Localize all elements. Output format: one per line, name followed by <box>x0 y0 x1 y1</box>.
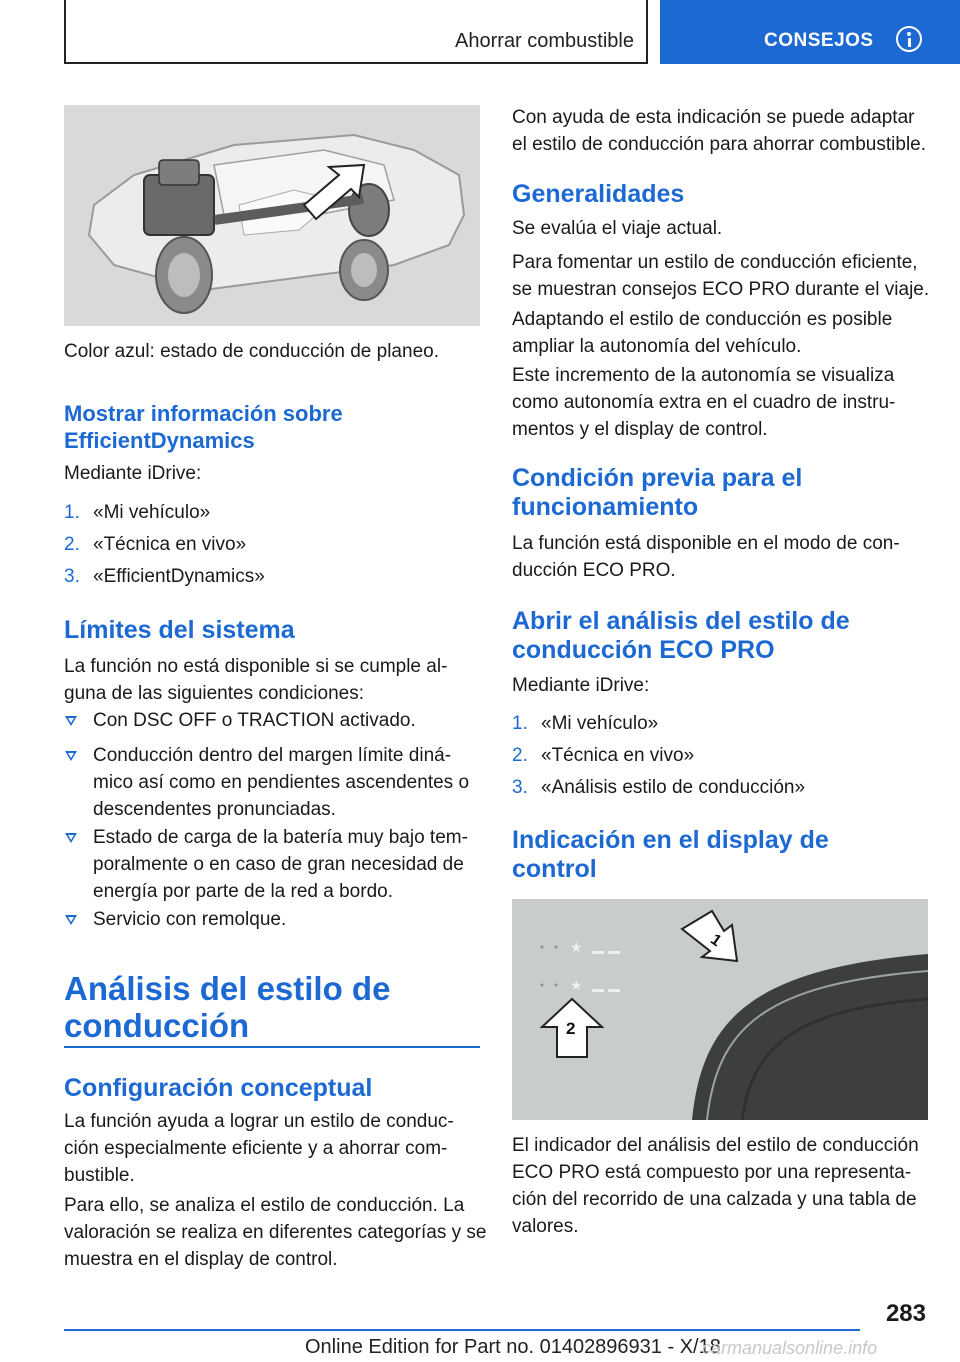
heading-line: Abrir el análisis del estilo de <box>512 607 850 635</box>
svg-text:★: ★ <box>570 940 583 956</box>
text-line: mentos y el display de control. <box>512 419 768 440</box>
image-caption: Color azul: estado de conducción de planeo. <box>64 341 439 362</box>
bullet-triangle-icon <box>65 716 77 726</box>
text-line: ampliar la autonomía del vehículo. <box>512 336 802 357</box>
gen-paragraph-3 <box>512 306 892 360</box>
bullet-text <box>93 824 468 905</box>
text-line: valoración se realiza en diferentes categorías y se <box>64 1222 487 1243</box>
step-text: «Análisis estilo de conducción» <box>541 777 806 798</box>
heading-analisis-estilo-conduccion <box>64 970 390 1044</box>
text-line: Con ayuda de esta indicación se puede adaptar <box>512 107 915 128</box>
heading-condicion-previa <box>512 464 802 522</box>
heading-mostrar-efficientdynamics <box>64 400 343 454</box>
step-text: «Técnica en vivo» <box>541 745 695 766</box>
bullet-text <box>93 742 469 823</box>
header-tab-label: CONSEJOS <box>764 30 874 51</box>
bullet-triangle-icon <box>65 751 77 761</box>
section-divider <box>64 1046 480 1048</box>
text-line: Se evalúa el viaje actual. <box>512 218 723 239</box>
heading-configuracion-conceptual: Configuración conceptual <box>64 1074 373 1102</box>
eco-pro-display-illustration <box>512 899 928 1120</box>
bullet-triangle-icon <box>65 915 77 925</box>
text-line: Conducción dentro del margen límite diná- <box>93 745 452 766</box>
footer-edition: Online Edition for Part no. 01402896931 - X/18 <box>305 1336 721 1358</box>
condicion-paragraph <box>512 530 900 584</box>
text-line: Este incremento de la autonomía se visualiza <box>512 365 895 386</box>
svg-text:★: ★ <box>570 978 583 994</box>
header-title-box <box>64 0 648 64</box>
step-text: «EfficientDynamics» <box>93 566 265 587</box>
text-line: guna de las siguientes condiciones: <box>64 683 364 704</box>
text-line: Servicio con remolque. <box>93 909 287 930</box>
indicador-paragraph <box>512 1132 919 1240</box>
heading-line: Indicación en el display de <box>512 826 829 854</box>
figure-label-2: 2 <box>566 1019 576 1038</box>
heading-generalidades: Generalidades <box>512 180 685 208</box>
heading-line: funcionamiento <box>512 493 699 521</box>
step-text: «Técnica en vivo» <box>93 534 247 555</box>
text-line: bustible. <box>64 1165 135 1186</box>
step-number: 3. <box>512 777 528 798</box>
info-icon <box>896 26 922 52</box>
text-line: La función ayuda a lograr un estilo de conduc- <box>64 1111 454 1132</box>
heading-indicacion-display <box>512 826 829 884</box>
bullet-triangle-icon <box>65 833 77 843</box>
heading-line: EfficientDynamics <box>64 428 255 453</box>
gen-paragraph-1 <box>512 215 722 242</box>
heading-line: Análisis del estilo de <box>64 970 391 1007</box>
text-line: El indicador del análisis del estilo de conducción <box>512 1135 919 1156</box>
car-drivetrain-image <box>64 105 480 326</box>
text-line: se muestran consejos ECO PRO durante el viaje. <box>512 279 930 300</box>
text-line: ción del recorrido de una calzada y una tabla de <box>512 1189 917 1210</box>
step-number: 2. <box>64 534 80 555</box>
heading-line: Condición previa para el <box>512 464 803 492</box>
heading-limites-del-sistema: Límites del sistema <box>64 616 295 644</box>
text-line: muestra en el display de control. <box>64 1249 338 1270</box>
header-title: Ahorrar combustible <box>455 30 634 52</box>
text-line: Adaptando el estilo de conducción es posible <box>512 309 893 330</box>
mediante-idrive-label: Mediante iDrive: <box>512 675 650 696</box>
text-line: el estilo de conducción para ahorrar combustible. <box>512 134 927 155</box>
limites-intro <box>64 653 447 707</box>
bullet-text <box>93 906 286 933</box>
text-line: descendentes pronunciadas. <box>93 799 336 820</box>
bullet-text <box>93 707 416 734</box>
config-paragraph-1 <box>64 1108 454 1189</box>
text-line: ducción ECO PRO. <box>512 560 676 581</box>
text-line: valores. <box>512 1216 579 1237</box>
step-number: 3. <box>64 566 80 587</box>
footer-divider <box>64 1329 860 1331</box>
heading-abrir-analisis <box>512 607 850 665</box>
text-line: energía por parte de la red a bordo. <box>93 881 393 902</box>
heading-line: conducción <box>64 1007 250 1044</box>
text-line: Con DSC OFF o TRACTION activado. <box>93 710 416 731</box>
text-line: Para fomentar un estilo de conducción eficiente, <box>512 252 918 273</box>
text-line: mico así como en pendientes ascendentes o <box>93 772 470 793</box>
step-text: «Mi vehículo» <box>541 713 659 734</box>
config-paragraph-2 <box>64 1192 486 1273</box>
text-line: como autonomía extra en el cuadro de instru- <box>512 392 896 413</box>
footer-watermark-logo: carmanualsonline.info <box>702 1338 878 1358</box>
text-line: Estado de carga de la batería muy bajo tem- <box>93 827 468 848</box>
heading-line: Mostrar información sobre <box>64 401 343 426</box>
text-line: La función está disponible en el modo de con- <box>512 533 900 554</box>
step-number: 1. <box>512 713 528 734</box>
mediante-idrive-label: Mediante iDrive: <box>64 463 202 484</box>
step-text: «Mi vehículo» <box>93 502 211 523</box>
header-tab-consejos[interactable] <box>660 0 960 64</box>
heading-line: conducción ECO PRO <box>512 636 775 664</box>
text-line: ción especialmente eficiente y a ahorrar com- <box>64 1138 448 1159</box>
intro-paragraph <box>512 104 926 158</box>
step-number: 1. <box>64 502 80 523</box>
gen-paragraph-2 <box>512 249 929 303</box>
text-line: poralmente o en caso de gran necesidad de <box>93 854 464 875</box>
text-line: Para ello, se analiza el estilo de conducción. La <box>64 1195 465 1216</box>
gen-paragraph-4 <box>512 362 895 443</box>
heading-line: control <box>512 855 597 883</box>
text-line: ECO PRO está compuesto por una representa- <box>512 1162 912 1183</box>
page-number: 283 <box>885 1300 926 1327</box>
step-number: 2. <box>512 745 528 766</box>
figure-label-1: 1 <box>707 931 725 951</box>
text-line: La función no está disponible si se cumple al- <box>64 656 448 677</box>
eco-pro-display-image <box>512 899 928 1120</box>
car-illustration <box>64 105 480 326</box>
